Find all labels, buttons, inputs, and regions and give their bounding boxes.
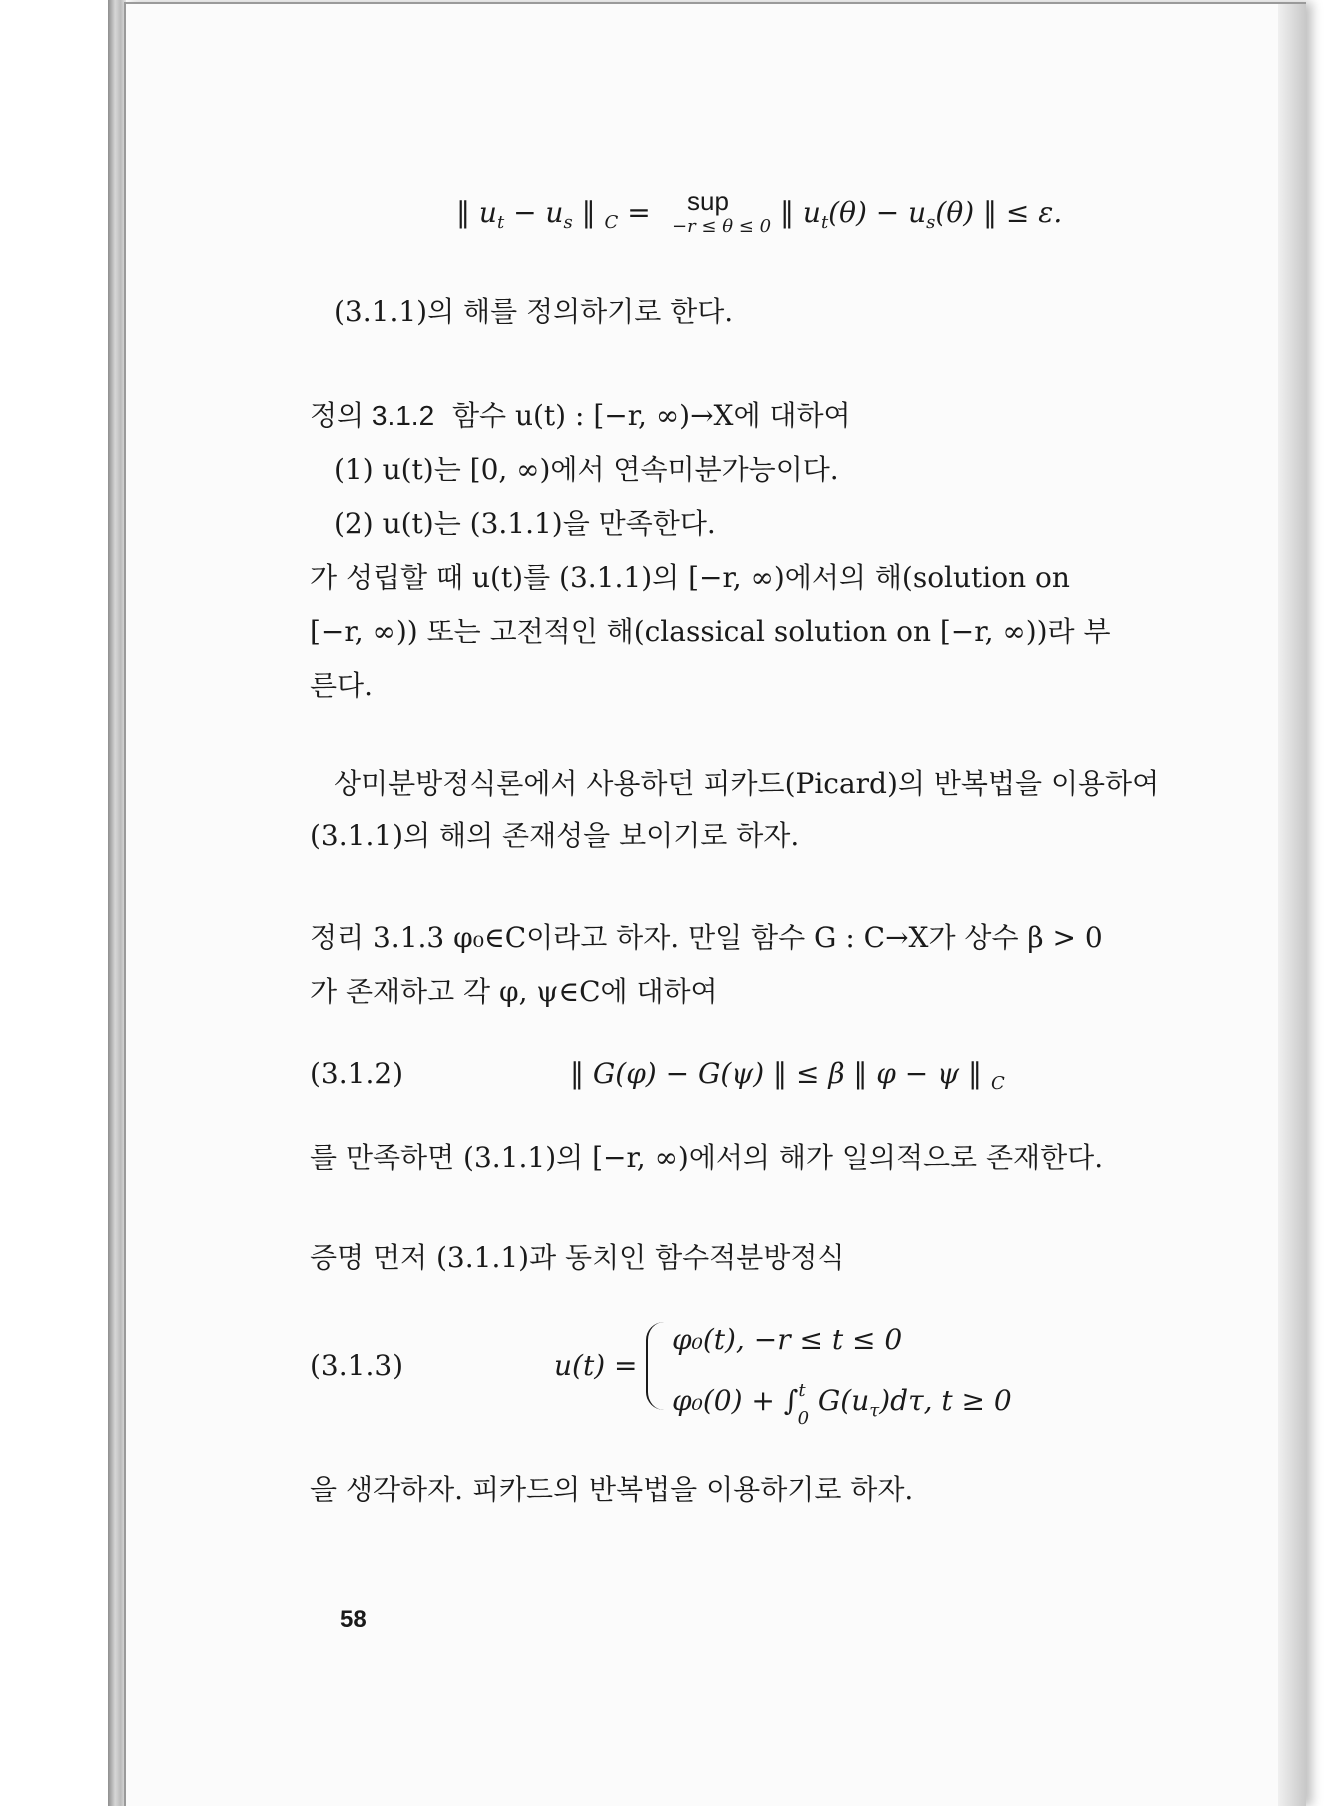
definition-continuation-3: 른다. <box>310 669 373 702</box>
page-edge-shadow <box>1278 4 1306 1806</box>
equation-3-1-3-case-2: φ₀(0) + ∫$^t_0$ $G(u_\tau)d\tau$, t ≥ 0 <box>672 1380 1012 1429</box>
proof-intro: 증명 먼저 (3.1.1)과 동치인 함수적분방정식 <box>310 1241 845 1274</box>
paragraph-line-2: (3.1.1)의 해의 존재성을 보이기로 하자. <box>310 819 800 852</box>
definition-continuation-2: [−r, ∞)) 또는 고전적인 해(classical solution on [−r, ∞))라 부 <box>310 615 1111 648</box>
book-page <box>124 2 1306 1806</box>
paragraph-line-1: 상미분방정식론에서 사용하던 피카드(Picard)의 반복법을 이용하여 <box>334 767 1160 800</box>
sup-equation: ‖ $u_t - u_s$ ‖ $_C$ = <box>456 196 651 233</box>
cases-brace <box>646 1322 666 1410</box>
sup-operator: sup <box>687 186 729 216</box>
page-number: 58 <box>340 1606 367 1633</box>
intro-sentence: (3.1.1)의 해를 정의하기로 한다. <box>334 295 734 328</box>
definition-heading <box>310 399 851 432</box>
definition-label: 정의 3.1.2 <box>310 400 435 431</box>
equation-3-1-3-lhs: u(t) = <box>554 1349 638 1382</box>
definition-continuation-1: 가 성립할 때 u(t)를 (3.1.1)의 [−r, ∞)에서의 해(solution on <box>310 561 1070 594</box>
theorem-conclusion: 를 만족하면 (3.1.1)의 [−r, ∞)에서의 해가 일의적으로 존재한다. <box>310 1141 1104 1174</box>
sup-range: −r ≤ θ ≤ 0 <box>672 216 772 237</box>
definition-text: 함수 u(t) : [−r, ∞)→X에 대하여 <box>451 399 851 432</box>
equation-tag-3-1-3: (3.1.3) <box>310 1349 404 1382</box>
equation-3-1-3-case-1: φ₀(t), −r ≤ t ≤ 0 <box>672 1323 903 1356</box>
sup-rhs: ‖ $u_t(\theta) - u_s(\theta)$ ‖ ≤ ε. <box>780 196 1063 233</box>
definition-item-1: (1) u(t)는 [0, ∞)에서 연속미분가능이다. <box>334 453 839 486</box>
definition-item-2: (2) u(t)는 (3.1.1)을 만족한다. <box>334 507 716 540</box>
theorem-line-2: 가 존재하고 각 φ, ψ∈C에 대하여 <box>310 975 718 1008</box>
theorem-line-1: 정리 3.1.3 φ₀∈C이라고 하자. 만일 함수 G : C→X가 상수 β > 0 <box>310 921 1103 954</box>
equation-tag-3-1-2: (3.1.2) <box>310 1057 404 1090</box>
equation-3-1-2: ‖ G(φ) − G(ψ) ‖ ≤ β ‖ φ − ψ ‖ $_C$ <box>570 1057 1005 1094</box>
closing-sentence: 을 생각하자. 피카드의 반복법을 이용하기로 하자. <box>310 1473 914 1506</box>
